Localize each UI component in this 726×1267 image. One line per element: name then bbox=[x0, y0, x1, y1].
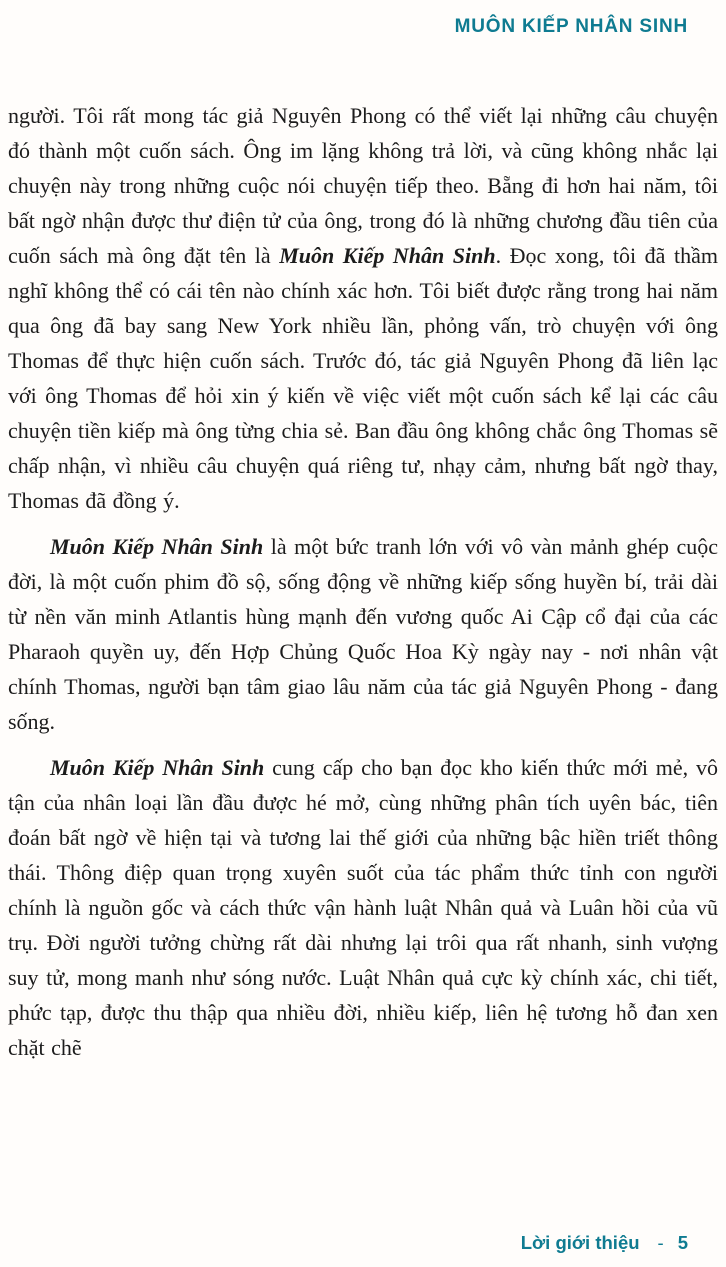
paragraph-text: . Đọc xong, tôi đã thầm nghĩ không thể có cái tên nào chính xác hơn. Tôi biết được rằng trong hai năm qua ông đã bay sang New York nhiều lần, phỏng vấn, trò chuyện với ông Thomas để thực hiện cuốn sách. Trước đó, tác giả Nguyên Phong đã liên lạc với ông Thomas để hỏi xin ý kiến về việc viết một cuốn sách kể lại các câu chuyện tiền kiếp mà ông từng chia sẻ. Ban đầu ông không chắc ông Thomas sẽ chấp nhận, vì nhiều câu chuyện quá riêng tư, nhạy cảm, nhưng bất ngờ thay, Thomas đã đồng ý. bbox=[8, 243, 718, 513]
book-title-emphasis: Muôn Kiếp Nhân Sinh bbox=[50, 534, 264, 559]
page-footer bbox=[521, 1232, 688, 1254]
page-content bbox=[8, 98, 718, 1076]
paragraph-text: người. Tôi rất mong tác giả Nguyên Phong có thể viết lại những câu chuyện đó thành một cuốn sách. Ông im lặng không trả lời, và cũng không nhắc lại chuyện này trong những cuộc nói chuyện tiếp theo. Bẵng đi hơn hai năm, tôi bất ngờ nhận được thư điện tử của ông, trong đó là những chương đầu tiên của cuốn sách mà ông đặt tên là bbox=[8, 103, 718, 268]
footer-page-number: 5 bbox=[677, 1232, 688, 1253]
paragraph-text: là một bức tranh lớn với vô vàn mảnh ghép cuộc đời, là một cuốn phim đồ sộ, sống động về những kiếp sống huyền bí, trải dài từ nền văn minh Atlantis hùng mạnh đến vương quốc Ai Cập cổ đại của các Pharaoh quyền uy, đến Hợp Chủng Quốc Hoa Kỳ ngày nay - nơi nhân vật chính Thomas, người bạn tâm giao lâu năm của tác giả Nguyên Phong - đang sống. bbox=[8, 534, 719, 734]
running-head-title: MUÔN KIẾP NHÂN SINH bbox=[454, 16, 688, 37]
footer-separator: - bbox=[657, 1232, 664, 1253]
page-header bbox=[0, 16, 688, 38]
footer-section-title: Lời giới thiệu bbox=[520, 1232, 640, 1253]
book-title-emphasis: Muôn Kiếp Nhân Sinh bbox=[50, 755, 265, 780]
paragraph-text: cung cấp cho bạn đọc kho kiến thức mới mẻ, vô tận của nhân loại lần đầu được hé mở, cùng những phân tích uyên bác, tiên đoán bất ngờ về hiện tại và tương lai thế giới của những bậc hiền triết thông thái. Thông điệp quan trọng xuyên suốt của tác phẩm thức tỉnh con người chính là nguồn gốc và cách thức vận hành luật Nhân quả và Luân hồi của vũ trụ. Đời người tưởng chừng rất dài nhưng lại trôi qua rất nhanh, sinh vượng suy tử, mong manh như sóng nước. Luật Nhân quả cực kỳ chính xác, chi tiết, phức tạp, được thu thập qua nhiều đời, nhiều kiếp, liên hệ tương hỗ đan xen chặt chẽ bbox=[8, 755, 718, 1060]
paragraph-3 bbox=[8, 750, 718, 1065]
paragraph-2 bbox=[8, 529, 718, 739]
book-title-emphasis: Muôn Kiếp Nhân Sinh bbox=[279, 243, 496, 268]
paragraph-1 bbox=[8, 98, 718, 518]
